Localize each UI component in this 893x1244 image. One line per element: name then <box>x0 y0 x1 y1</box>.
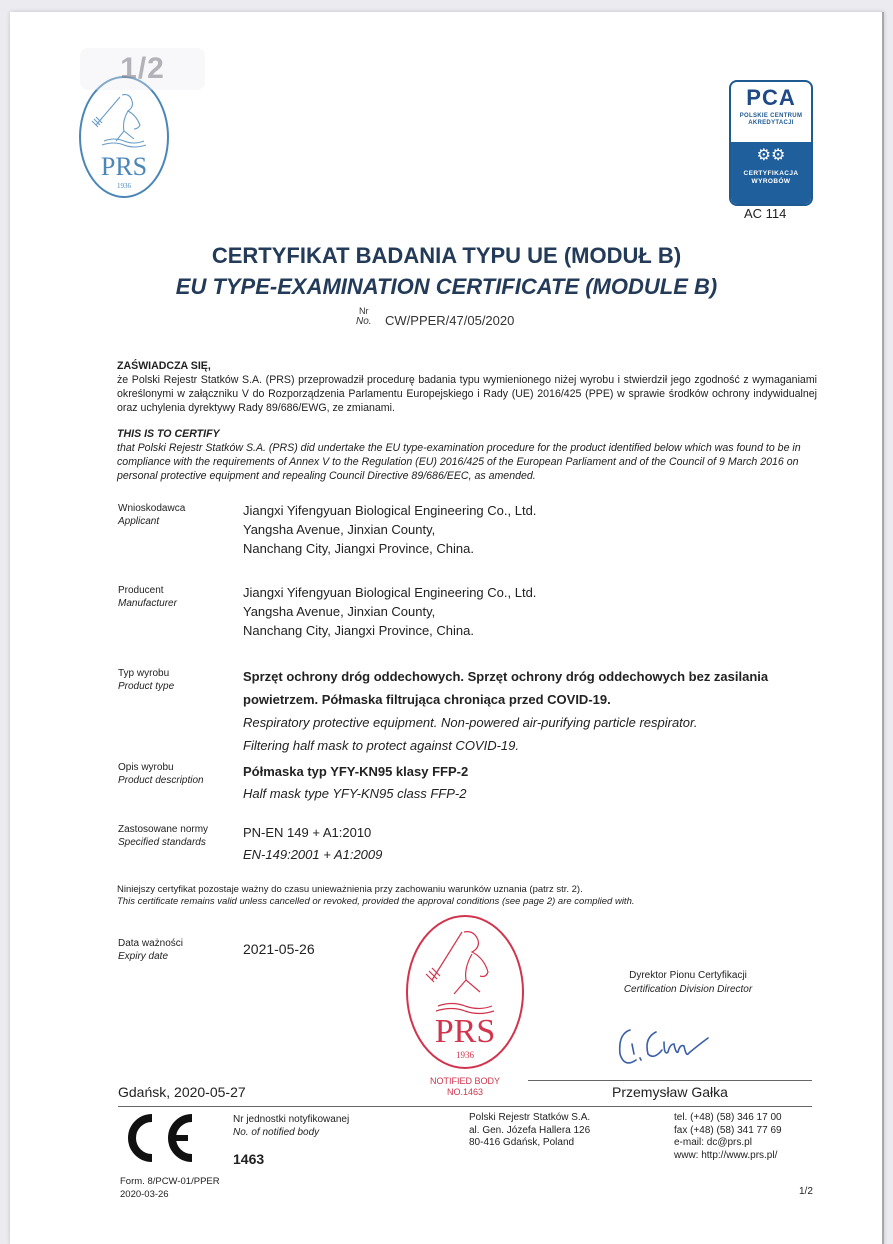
standards-value <box>243 822 382 866</box>
notified-body-line1: NOTIFIED BODY <box>429 1076 500 1086</box>
accreditation-code: AC 114 <box>744 206 787 221</box>
validity-note-pl: Niniejszy certyfikat pozostaje ważny do czasu unieważnienia przy zachowaniu warunków uznania (patrz str. 2). <box>117 884 583 895</box>
pca-subtitle-line1: POLSKIE CENTRUM <box>739 113 803 119</box>
notified-body-stamp <box>402 910 528 1080</box>
signatory-role-pl: Dyrektor Pionu Certyfikacji <box>629 970 747 981</box>
contact-email[interactable]: e-mail: dc@prs.pl <box>674 1137 752 1148</box>
product-type-en-line: Respiratory protective equipment. Non-powered air-purifying particle respirator. <box>243 715 698 730</box>
product-description-value <box>243 761 468 805</box>
issuer-address <box>469 1112 590 1150</box>
product-description-label-pl: Opis wyrobu <box>118 762 174 773</box>
applicant-label-en: Applicant <box>118 516 160 527</box>
expiry-label <box>118 937 183 963</box>
notified-body-number-label-en: No. of notified body <box>233 1127 320 1138</box>
signature-line <box>528 1080 812 1081</box>
title-english: EU TYPE-EXAMINATION CERTIFICATE (MODULE B) <box>175 274 718 299</box>
notified-body-number: 1463 <box>233 1151 265 1167</box>
form-date: 2020-03-26 <box>120 1189 169 1200</box>
pca-subtitle-line2: AKREDYTACJI <box>748 120 794 126</box>
pca-bottom-line1: CERTYFIKACJA <box>743 170 799 177</box>
prs-logo-year: 1936 <box>117 182 131 190</box>
pca-letters: PCA <box>746 85 796 110</box>
manufacturer-value <box>243 583 536 640</box>
manufacturer-label-pl: Producent <box>118 585 164 596</box>
certify-english <box>117 427 817 483</box>
number-label-pl: Nr <box>359 306 369 316</box>
standards-en: EN-149:2001 + A1:2009 <box>243 847 383 862</box>
page-indicator: 1/2 <box>80 48 205 90</box>
pca-accreditation-badge <box>729 80 813 206</box>
expiry-label-pl: Data ważności <box>118 938 184 949</box>
validity-note-en: This certificate remains valid unless cancelled or revoked, provided the approval conditions (see page 2) are complied with. <box>117 896 635 907</box>
product-description-label-en: Product description <box>118 775 204 786</box>
signatory-role-en: Certification Division Director <box>623 984 753 995</box>
notified-body-label <box>402 1076 528 1098</box>
certify-english-body: that Polski Rejestr Statków S.A. (PRS) did undertake the EU type-examination procedure for the product identified below which was found to be in compliance with the requirements of Annex V to the Regulation (EU) 2016/425 of the European Parliament and of the Council of 9 March 2016 on personal protective equipment and repealing Council Directive 89/686/EEC, as amended. <box>117 442 801 482</box>
standards-label-en: Specified standards <box>118 837 206 848</box>
manufacturer-line: Nanchang City, Jiangxi Province, China. <box>243 623 474 638</box>
standards-label-pl: Zastosowane normy <box>118 824 209 835</box>
ce-mark-icon <box>120 1112 198 1164</box>
certify-english-heading: THIS IS TO CERTIFY <box>117 428 220 440</box>
certify-polish <box>117 359 817 415</box>
certify-polish-body: że Polski Rejestr Statków S.A. (PRS) przeprowadził procedurę badania typu wymienionego niżej wyrobu i stwierdził jego zgodność z wymaganiami określonymi w załączniku V do Rozporządzenia Parlamentu Europejskiego i Rady (UE) 2016/425 (PPE) w sprawie środków ochrony indywidualnej oraz uchylenia dyrektywy Rady 89/686/EWG, ze zmianami. <box>117 374 817 414</box>
form-code-text: Form. 8/PCW-01/PPER <box>120 1176 220 1187</box>
product-type-pl-line: Sprzęt ochrony dróg oddechowych. Sprzęt ochrony dróg oddechowych bez zasilania <box>243 669 769 684</box>
manufacturer-label <box>118 584 177 610</box>
contact-phone: tel. (+48) (58) 346 17 00 <box>674 1112 782 1123</box>
applicant-line: Nanchang City, Jiangxi Province, China. <box>243 541 474 556</box>
gears-icon: ⚙⚙ <box>756 147 786 164</box>
contact-website[interactable]: www: http://www.prs.pl/ <box>674 1149 778 1161</box>
product-type-label-pl: Typ wyrobu <box>118 668 170 679</box>
neptune-figure-icon <box>426 932 494 1014</box>
title-polish: CERTYFIKAT BADANIA TYPU UE (MODUŁ B) <box>211 243 682 268</box>
validity-note <box>117 884 837 908</box>
product-description-en: Half mask type YFY-KN95 class FFP-2 <box>243 786 467 801</box>
page-number: 1/2 <box>799 1186 813 1197</box>
product-type-en-line: Filtering half mask to protect against COVID-19. <box>243 738 520 753</box>
manufacturer-line: Yangsha Avenue, Jinxian County, <box>243 604 436 619</box>
notified-body-number-label <box>233 1113 349 1139</box>
address-line: 80-416 Gdańsk, Poland <box>469 1137 575 1148</box>
notified-body-line2: NO.1463 <box>446 1087 484 1097</box>
form-code <box>120 1175 220 1201</box>
stamp-text: PRS <box>434 1013 496 1050</box>
manufacturer-line: Jiangxi Yifengyuan Biological Engineering Co., Ltd. <box>243 585 537 600</box>
stamp-year: 1936 <box>456 1050 474 1060</box>
address-line: al. Gen. Józefa Hallera 126 <box>469 1124 591 1136</box>
applicant-line: Yangsha Avenue, Jinxian County, <box>243 522 436 537</box>
address-line: Polski Rejestr Statków S.A. <box>469 1112 591 1123</box>
expiry-date: 2021-05-26 <box>243 941 315 957</box>
standards-pl: PN-EN 149 + A1:2010 <box>243 825 372 840</box>
manufacturer-label-en: Manufacturer <box>118 598 177 609</box>
signatory-name: Przemysław Gałka <box>612 1084 728 1100</box>
applicant-value <box>243 501 536 558</box>
neptune-figure-icon <box>92 95 146 147</box>
product-description-pl: Półmaska typ YFY-KN95 klasy FFP-2 <box>243 764 469 779</box>
notified-body-number-label-pl: Nr jednostki notyfikowanej <box>233 1114 350 1125</box>
standards-label <box>118 823 208 849</box>
contact-fax: fax (+48) (58) 341 77 69 <box>674 1124 782 1136</box>
signatory-role <box>598 969 778 997</box>
number-label-en: No. <box>356 316 372 327</box>
signature-icon <box>610 1010 740 1070</box>
number-label <box>356 306 372 327</box>
applicant-label-pl: Wnioskodawca <box>118 503 186 514</box>
prs-logo-text: PRS <box>100 152 148 181</box>
product-type-label-en: Product type <box>118 681 175 692</box>
product-type-pl-line: powietrzem. Półmaska filtrująca chroniąca przed COVID-19. <box>243 692 611 707</box>
pca-subtitle <box>731 113 811 127</box>
certificate-number: CW/PPER/47/05/2020 <box>385 313 515 328</box>
product-description-label <box>118 761 204 787</box>
applicant-label <box>118 502 185 528</box>
place-and-date: Gdańsk, 2020-05-27 <box>118 1084 246 1100</box>
product-type-value <box>243 665 768 757</box>
product-type-label <box>118 667 174 693</box>
pca-bottom-line2: WYROBÓW <box>751 178 791 185</box>
applicant-line: Jiangxi Yifengyuan Biological Engineering Co., Ltd. <box>243 503 537 518</box>
issuer-contact <box>674 1112 782 1162</box>
footer-divider <box>118 1106 812 1107</box>
prs-logo <box>78 75 170 199</box>
certify-polish-heading: ZAŚWIADCZA SIĘ, <box>117 360 211 372</box>
expiry-label-en: Expiry date <box>118 951 169 962</box>
